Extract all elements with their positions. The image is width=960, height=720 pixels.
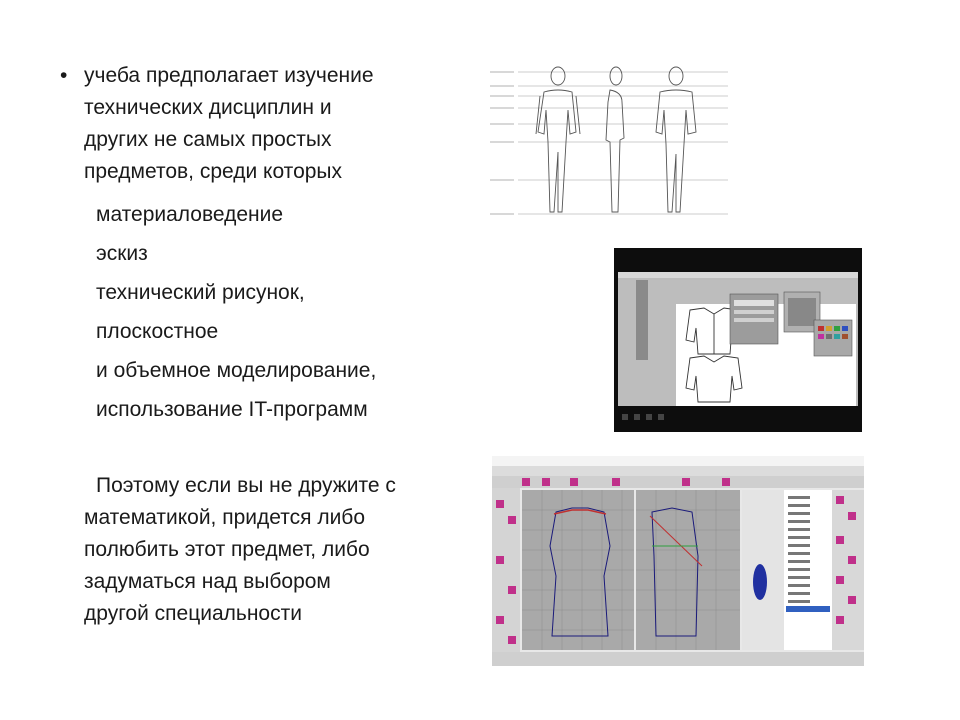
subject-item: и объемное моделирование, (96, 359, 377, 382)
subject-item: плоскостное (96, 320, 219, 343)
conclusion-line: математикой, придется либо (84, 506, 366, 529)
bullet-marker: • (60, 64, 68, 87)
conclusion-line: Поэтому если вы не дружите с (96, 474, 396, 497)
conclusion-line: другой специальности (84, 602, 302, 625)
conclusion-line: задуматься над выбором (84, 570, 331, 593)
intro-line: предметов, среди которых (84, 160, 343, 183)
subject-item: эскиз (96, 242, 148, 265)
subject-item: использование IT-программ (96, 398, 368, 421)
conclusion-line: полюбить этот предмет, либо (84, 538, 370, 561)
intro-line: учеба предполагает изучение (84, 64, 374, 87)
figure-sketch-image (488, 62, 728, 220)
subject-item: материаловедение (96, 203, 284, 226)
subject-item: технический рисунок, (96, 281, 305, 304)
intro-line: других не самых простых (84, 128, 332, 151)
cad-screenshot-image (492, 456, 864, 666)
intro-line: технических дисциплин и (84, 96, 332, 119)
illustrator-screenshot-image (614, 248, 862, 432)
